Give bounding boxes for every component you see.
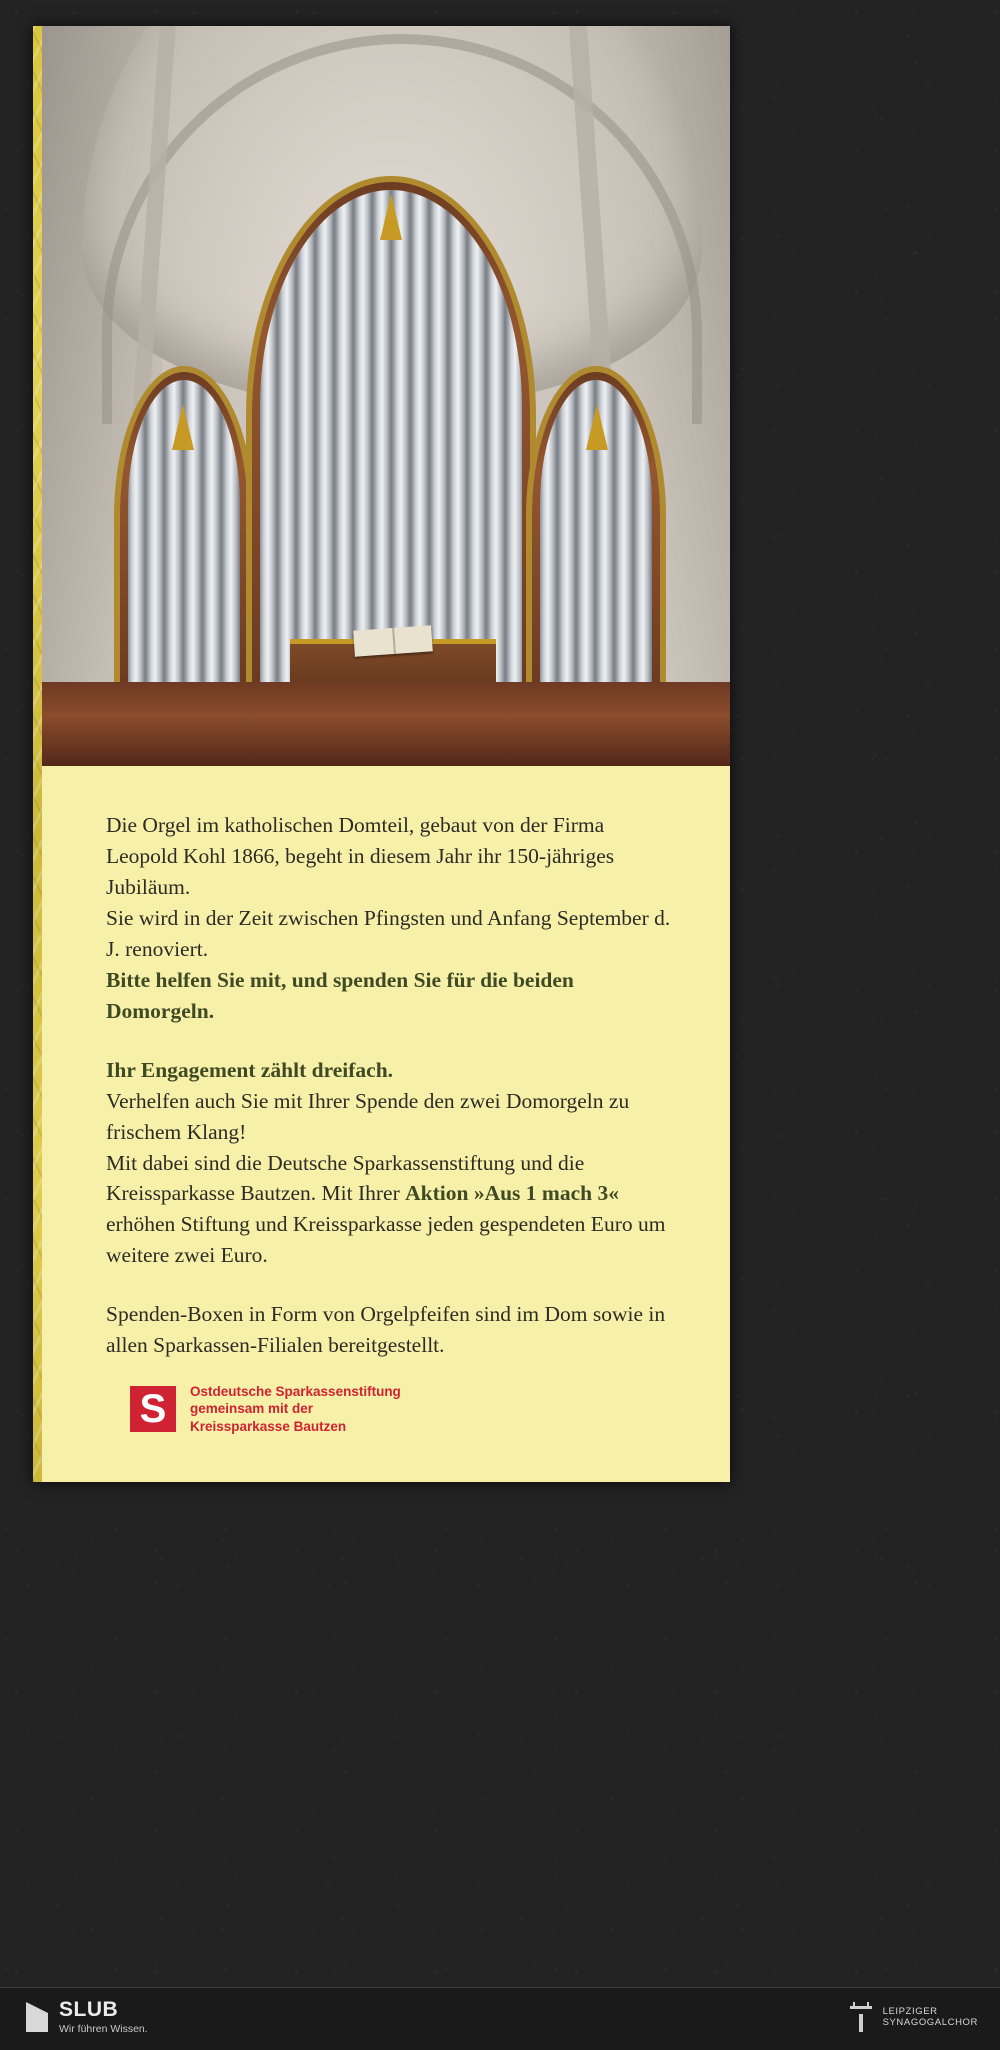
paragraph-renovation: Sie wird in der Zeit zwischen Pfingsten und Anfang September d. J. renoviert. bbox=[106, 905, 671, 961]
logo-line-1: Ostdeutsche Sparkassenstiftung bbox=[190, 1383, 401, 1399]
sparkasse-logo-text bbox=[190, 1383, 401, 1436]
paragraph-call-to-action: Bitte helfen Sie mit, und spenden Sie für die beiden Domorgeln. bbox=[106, 967, 574, 1023]
sparkasse-s-letter: S bbox=[139, 1387, 167, 1432]
partner-line-1: LEIPZIGER bbox=[882, 2006, 938, 2017]
paragraph-donation-appeal: Verhelfen auch Sie mit Ihrer Spende den zwei Domorgeln zu frischem Klang! bbox=[106, 1088, 630, 1144]
finial-center-icon bbox=[380, 194, 402, 240]
slub-tagline: Wir führen Wissen. bbox=[59, 2023, 148, 2035]
text-spacer-2 bbox=[106, 1271, 674, 1299]
slub-text bbox=[59, 1998, 148, 2035]
text-spacer-1 bbox=[106, 1027, 674, 1055]
partners-text-part2: erhöhen Stiftung und Kreissparkasse jeden gespendeten Euro um weitere zwei Euro. bbox=[106, 1212, 666, 1268]
organ-photo bbox=[42, 26, 730, 766]
organ-tower-center bbox=[246, 176, 536, 696]
paragraph-donation-boxes: Spenden-Boxen in Form von Orgelpfeifen sind im Dom sowie in allen Sparkassen-Filialen bereitgestellt. bbox=[106, 1302, 666, 1358]
logo-line-3: Kreissparkasse Bautzen bbox=[190, 1419, 347, 1435]
viewer-footer-bar bbox=[0, 1987, 1000, 2050]
sparkasse-s-icon bbox=[130, 1386, 176, 1432]
finial-left-icon bbox=[172, 404, 194, 450]
partner-text bbox=[883, 2006, 978, 2028]
finial-right-icon bbox=[586, 404, 608, 450]
organ-facade bbox=[104, 136, 676, 696]
slub-branding[interactable] bbox=[26, 1998, 148, 2035]
organ-gallery-balcony bbox=[42, 682, 730, 766]
menorah-icon bbox=[848, 2002, 874, 2032]
slub-name: SLUB bbox=[59, 1998, 119, 2021]
organ-case bbox=[104, 86, 676, 766]
flyer-text-block bbox=[42, 766, 730, 1482]
paragraph-partners bbox=[106, 1148, 674, 1272]
flyer-document bbox=[33, 26, 730, 1482]
logo-line-2: gemeinsam mit der bbox=[190, 1401, 314, 1417]
partner-line-2: SYNAGOGALCHOR bbox=[882, 2017, 978, 2028]
partners-text-part1: Mit dabei sind die Deutsche Sparkassenstiftung und die Kreissparkasse Bautzen. Mit Ihrer bbox=[106, 1150, 585, 1206]
paragraph-intro: Die Orgel im katholischen Domteil, gebaut von der Firma Leopold Kohl 1866, begeht in diesem Jahr ihr 150-jähriges Jubiläum. bbox=[106, 813, 615, 899]
slub-logo-icon bbox=[26, 2002, 48, 2032]
flyer-card bbox=[42, 26, 730, 1482]
organ-pipes-center bbox=[260, 190, 522, 682]
partner-branding[interactable] bbox=[848, 2002, 978, 2032]
sparkassenstiftung-logo bbox=[130, 1383, 401, 1436]
sheet-music bbox=[353, 625, 433, 656]
heading-engagement: Ihr Engagement zählt dreifach. bbox=[106, 1057, 394, 1082]
campaign-name: Aktion »Aus 1 mach 3« bbox=[405, 1181, 619, 1206]
